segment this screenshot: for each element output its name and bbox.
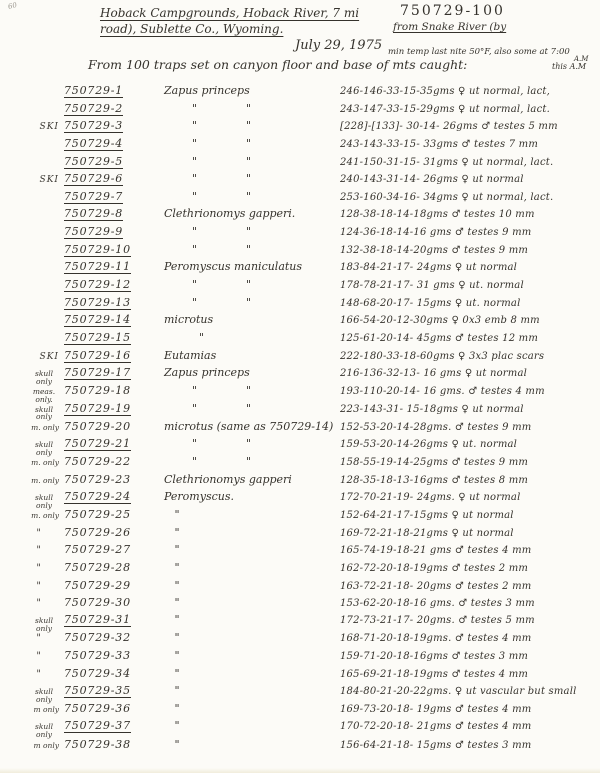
measurements: 124-36-18-14-16 gms ♂ testes 9 mm (340, 227, 532, 239)
measurements: 241-150-31-15- 31gms ♀ ut normal, lact. (340, 156, 554, 168)
margin-note: " (36, 598, 41, 610)
specimen-number-cell (64, 455, 164, 468)
table-row (0, 402, 596, 420)
species-name: " " (164, 436, 252, 450)
margin-note-cell (0, 244, 64, 262)
margin-note: skull only (34, 439, 54, 457)
margin-note: m only (33, 740, 59, 750)
species-name: " " (164, 242, 252, 256)
table-row (0, 296, 596, 314)
table-row (0, 649, 596, 667)
specimen-number: 750729-35 (64, 683, 131, 697)
margin-note-cell (0, 387, 64, 405)
margin-note-cell (0, 297, 64, 315)
margin-note: meas. only. (32, 386, 56, 404)
species-name: " (164, 613, 180, 627)
margin-note-cell (0, 737, 64, 755)
measurements: 153-62-20-18-16 gms. ♂ testes 3 mm (340, 598, 535, 610)
specimen-number-cell (64, 84, 164, 97)
species-name: " (164, 702, 180, 716)
specimen-number-cell (64, 649, 164, 662)
specimen-number: 750729-4 (64, 136, 124, 150)
measurements: 159-53-20-14-26gms ♀ ut. normal (340, 438, 518, 450)
specimen-number: 750729-8 (64, 207, 124, 221)
species-name: Zapus princeps (164, 366, 250, 380)
margin-note-cell (0, 596, 64, 614)
table-row (0, 701, 596, 719)
measurements: 169-73-20-18- 19gms ♂ testes 4 mm (340, 704, 532, 716)
table-row (0, 313, 596, 331)
specimen-number-cell (64, 526, 164, 539)
table-row (0, 737, 596, 755)
specimen-number: 750729-33 (64, 649, 131, 663)
specimen-number-cell (64, 137, 164, 150)
table-row (0, 719, 596, 737)
margin-note: m. only (31, 511, 59, 521)
margin-note: skull only (34, 686, 54, 704)
measurements: 152-53-20-14-28gms. ♂ testes 9 mm (340, 422, 532, 434)
margin-note-cell (0, 507, 64, 525)
specimen-number-cell (64, 349, 164, 362)
specimen-number: 750729-12 (64, 278, 131, 292)
species-name: Clethrionomys gapperi (164, 472, 292, 486)
measurements: 172-73-21-17- 20gms. ♂ testes 5 mm (340, 615, 535, 627)
location-line-2: road), Sublette Co., Wyoming. (100, 22, 284, 36)
measurements: 193-110-20-14- 16 gms. ♂ testes 4 mm (340, 385, 545, 397)
table-row (0, 119, 596, 137)
species-name: " (164, 330, 205, 344)
species-name: " " (164, 172, 252, 186)
specimen-number: 750729-20 (64, 420, 131, 434)
specimen-number-cell (64, 719, 164, 732)
margin-note-cell (0, 454, 64, 472)
specimen-number-cell (64, 667, 164, 680)
table-row (0, 102, 596, 120)
specimen-number: 750729-18 (64, 383, 131, 397)
table-row (0, 419, 596, 437)
margin-note-cell (0, 315, 64, 333)
specimen-number: 750729-13 (64, 295, 131, 309)
specimen-number: 750729-31 (64, 613, 131, 627)
margin-note-cell (0, 279, 64, 297)
specimen-number-cell (64, 508, 164, 521)
margin-note-cell (0, 419, 64, 437)
specimen-number: 750729-9 (64, 225, 124, 239)
table-row (0, 366, 596, 387)
margin-note-cell (0, 262, 64, 280)
measurements: 162-72-20-18-19gms ♂ testes 2 mm (340, 562, 529, 574)
margin-note: m. only (31, 475, 59, 485)
margin-note-cell (0, 631, 64, 649)
location-insert: from Snake River (by (393, 21, 507, 33)
specimen-number: 750729-24 (64, 489, 131, 503)
specimen-number-cell (64, 402, 164, 415)
species-name: " (164, 508, 180, 522)
margin-note-cell (0, 543, 64, 561)
specimen-number-cell (64, 225, 164, 238)
measurements: 152-64-21-17-15gms ♀ ut normal (340, 510, 514, 522)
measurements: 156-64-21-18- 15gms ♂ testes 3 mm (340, 739, 532, 751)
species-name: microtus (same as 750729-14) (164, 420, 334, 434)
margin-note: skull only (34, 369, 54, 387)
margin-note: " (36, 527, 41, 539)
species-name: " " (164, 278, 252, 292)
margin-note-cell (0, 156, 64, 174)
table-row (0, 155, 596, 173)
measurements: 184-80-21-20-22gms. ♀ ut vascular but small (340, 685, 577, 697)
measurements: 170-72-20-18- 21gms ♂ testes 4 mm (340, 721, 532, 733)
intro-line: From 100 traps set on canyon floor and base of mts caught: (88, 57, 468, 72)
specimen-number-cell (64, 190, 164, 203)
date: July 29, 1975 (295, 38, 383, 53)
specimen-number-cell (64, 366, 164, 379)
species-name: Zapus princeps (164, 84, 250, 97)
species-name: " " (164, 189, 252, 203)
table-row (0, 684, 596, 702)
table-row (0, 278, 596, 296)
specimen-number: 750729-36 (64, 702, 131, 716)
specimen-number: 750729-17 (64, 366, 131, 380)
measurements: 183-84-21-17- 24gms ♀ ut normal (340, 262, 518, 274)
table-row (0, 454, 596, 472)
catalog-number: 750729-100 (400, 3, 505, 19)
table-row (0, 596, 596, 614)
table-row (0, 543, 596, 561)
table-row (0, 437, 596, 455)
specimen-number: 750729-7 (64, 189, 124, 203)
table-row (0, 243, 596, 261)
species-name: " (164, 666, 180, 680)
specimen-number-cell (64, 119, 164, 132)
species-name: " (164, 596, 180, 610)
specimen-number-cell (64, 702, 164, 715)
measurements: 165-69-21-18-19gms ♂ testes 4 mm (340, 668, 529, 680)
specimen-number-cell (64, 278, 164, 291)
specimen-number-cell (64, 596, 164, 609)
species-name: " (164, 631, 180, 645)
margin-note-cell (0, 138, 64, 156)
margin-note: skull only (34, 404, 54, 422)
specimen-entries-list (0, 84, 596, 754)
species-name: " " (164, 455, 252, 469)
specimen-number: 750729-38 (64, 737, 131, 751)
margin-note-cell (0, 226, 64, 244)
measurements: 159-71-20-18-16gms ♂ testes 3 mm (340, 651, 529, 663)
table-row (0, 331, 596, 349)
specimen-number-cell (64, 613, 164, 626)
specimen-number: 750729-1 (64, 84, 124, 97)
species-name: " " (164, 401, 252, 415)
measurements: 222-180-33-18-60gms ♀ 3x3 plac scars (340, 350, 545, 362)
measurements: 168-71-20-18-19gms. ♂ testes 4 mm (340, 633, 532, 645)
margin-note: skull only (34, 616, 54, 634)
table-row (0, 578, 596, 596)
margin-note: m. only (31, 423, 59, 433)
table-row (0, 525, 596, 543)
margin-note-cell (0, 701, 64, 719)
measurements: 165-74-19-18-21 gms ♂ testes 4 mm (340, 545, 532, 557)
specimen-number-cell (64, 155, 164, 168)
table-row (0, 666, 596, 684)
measurements: 128-35-18-13-16gms ♂ testes 8 mm (340, 474, 529, 486)
species-name: " (164, 543, 180, 557)
margin-note: " (36, 633, 41, 645)
margin-note-cell (0, 560, 64, 578)
table-row (0, 384, 596, 402)
specimen-number-cell (64, 631, 164, 644)
margin-note-cell (0, 209, 64, 227)
specimen-number: 750729-28 (64, 560, 131, 574)
table-row (0, 225, 596, 243)
specimen-number-cell (64, 172, 164, 185)
margin-note: SKI (39, 175, 59, 186)
measurements: 148-68-20-17- 15gms ♀ ut. normal (340, 297, 521, 309)
specimen-number-cell (64, 260, 164, 273)
specimen-number: 750729-27 (64, 543, 131, 557)
species-name: " " (164, 136, 252, 150)
specimen-number-cell (64, 684, 164, 697)
measurements: 158-55-19-14-25gms ♂ testes 9 mm (340, 457, 529, 469)
species-name: " " (164, 225, 252, 239)
margin-note-cell (0, 332, 64, 350)
measurements: 253-160-34-16- 34gms ♀ ut normal, lact. (340, 191, 554, 203)
measurements: 216-136-32-13- 16 gms ♀ ut normal (340, 368, 528, 380)
measurements: 243-143-33-15- 33gms ♂ testes 7 mm (340, 138, 539, 150)
specimen-number-cell (64, 561, 164, 574)
table-row (0, 507, 596, 525)
specimen-number-cell (64, 437, 164, 450)
measurements: 223-143-31- 15-18gms ♀ ut normal (340, 403, 524, 415)
species-name: " (164, 683, 180, 697)
table-row (0, 560, 596, 578)
specimen-number: 750729-15 (64, 330, 131, 344)
weather-note: min temp last nite 50°F, also some at 7:00 (388, 47, 570, 57)
margin-note-cell (0, 103, 64, 121)
species-name: Peromyscus. (164, 489, 234, 503)
specimen-number: 750729-25 (64, 508, 131, 522)
specimen-number: 750729-29 (64, 578, 131, 592)
species-name: " " (164, 154, 252, 168)
species-name: " (164, 525, 180, 539)
table-row (0, 631, 596, 649)
margin-note-cell (0, 349, 64, 367)
species-name: " (164, 649, 180, 663)
margin-note: " (36, 545, 41, 557)
measurements: 246-146-33-15-35gms ♀ ut normal, lact, (340, 86, 550, 97)
measurements: 172-70-21-19- 24gms. ♀ ut normal (340, 491, 521, 503)
specimen-number-cell (64, 738, 164, 751)
margin-note-cell (0, 666, 64, 684)
species-name: " " (164, 295, 252, 309)
margin-note-cell (0, 119, 64, 137)
species-name: " (164, 719, 180, 733)
measurements: 132-38-18-14-20gms ♂ testes 9 mm (340, 244, 529, 256)
specimen-number-cell (64, 420, 164, 433)
table-row (0, 172, 596, 190)
measurements: 125-61-20-14- 45gms ♂ testes 12 mm (340, 332, 539, 344)
corner-pencil-mark: 60 (7, 1, 18, 11)
species-name: Eutamias (164, 348, 217, 362)
specimen-number: 750729-37 (64, 719, 131, 733)
species-name: " " (164, 383, 252, 397)
specimen-number: 750729-26 (64, 525, 131, 539)
margin-note-cell (0, 649, 64, 667)
specimen-number-cell (64, 331, 164, 344)
margin-note: " (36, 562, 41, 574)
specimen-number-cell (64, 543, 164, 556)
specimen-number-cell (64, 384, 164, 397)
table-row (0, 84, 596, 102)
margin-note-cell (0, 369, 64, 387)
species-name: microtus (164, 313, 214, 327)
specimen-number-cell (64, 243, 164, 256)
measurements: 166-54-20-12-30gms ♀ 0x3 emb 8 mm (340, 315, 540, 327)
specimen-number-cell (64, 313, 164, 326)
specimen-number: 750729-22 (64, 455, 131, 469)
specimen-number-cell (64, 296, 164, 309)
location-line-1: Hoback Campgrounds, Hoback River, 7 mi (100, 6, 360, 20)
table-row (0, 349, 596, 367)
measurements: 163-72-21-18- 20gms ♂ testes 2 mm (340, 580, 532, 592)
specimen-number: 750729-6 (64, 172, 124, 186)
margin-note-cell (0, 578, 64, 596)
species-name: " " (164, 101, 252, 115)
margin-note: " (36, 580, 41, 592)
species-name: " (164, 737, 180, 751)
table-row (0, 137, 596, 155)
specimen-number-cell (64, 473, 164, 486)
specimen-number-cell (64, 102, 164, 115)
specimen-number: 750729-10 (64, 242, 131, 256)
weather-note-this-am: this A.M (552, 62, 587, 71)
specimen-number: 750729-11 (64, 260, 131, 274)
table-row (0, 490, 596, 508)
table-row (0, 207, 596, 225)
specimen-number: 750729-34 (64, 666, 131, 680)
margin-note: SKI (39, 351, 59, 362)
species-name: Clethrionomys gapperi. (164, 207, 296, 221)
table-row (0, 472, 596, 490)
specimen-number: 750729-16 (64, 348, 131, 362)
specimen-number: 750729-2 (64, 101, 124, 115)
margin-note: " (36, 651, 41, 663)
margin-note: SKI (39, 122, 59, 133)
specimen-number: 750729-21 (64, 436, 131, 450)
specimen-number: 750729-3 (64, 119, 124, 133)
margin-note: skull only (34, 722, 54, 739)
specimen-number: 750729-23 (64, 472, 131, 486)
specimen-number: 750729-19 (64, 401, 131, 415)
measurements: 178-78-21-17- 31 gms ♀ ut. normal (340, 280, 524, 292)
specimen-number: 750729-30 (64, 596, 131, 610)
table-row (0, 260, 596, 278)
measurements: 240-143-31-14- 26gms ♀ ut normal (340, 174, 524, 186)
margin-note: " (36, 668, 41, 680)
margin-note: m. only (31, 458, 59, 468)
species-name: " " (164, 119, 252, 133)
measurements: [228]-[133]- 30-14- 26gms ♂ testes 5 mm (340, 121, 558, 133)
specimen-number: 750729-5 (64, 154, 124, 168)
species-name: " (164, 560, 180, 574)
weather-note-am: A.M (574, 55, 589, 63)
specimen-number: 750729-32 (64, 631, 131, 645)
measurements: 169-72-21-18-21gms ♀ ut normal (340, 527, 514, 539)
specimen-number-cell (64, 579, 164, 592)
margin-note-cell (0, 172, 64, 190)
margin-note-cell (0, 525, 64, 543)
specimen-number: 750729-14 (64, 313, 131, 327)
measurements: 243-147-33-15-29gms ♀ ut normal, lact. (340, 103, 550, 115)
margin-note: skull only (34, 492, 54, 510)
margin-note: m only (33, 705, 59, 715)
measurements: 128-38-18-14-18gms ♂ testes 10 mm (340, 209, 535, 221)
margin-note-cell (0, 472, 64, 490)
specimen-number-cell (64, 207, 164, 220)
specimen-number-cell (64, 490, 164, 503)
margin-note-cell (0, 191, 64, 209)
table-row (0, 190, 596, 208)
species-name: " (164, 578, 180, 592)
species-name: Peromyscus maniculatus (164, 260, 303, 274)
margin-note-cell (0, 85, 64, 103)
table-row (0, 613, 596, 634)
